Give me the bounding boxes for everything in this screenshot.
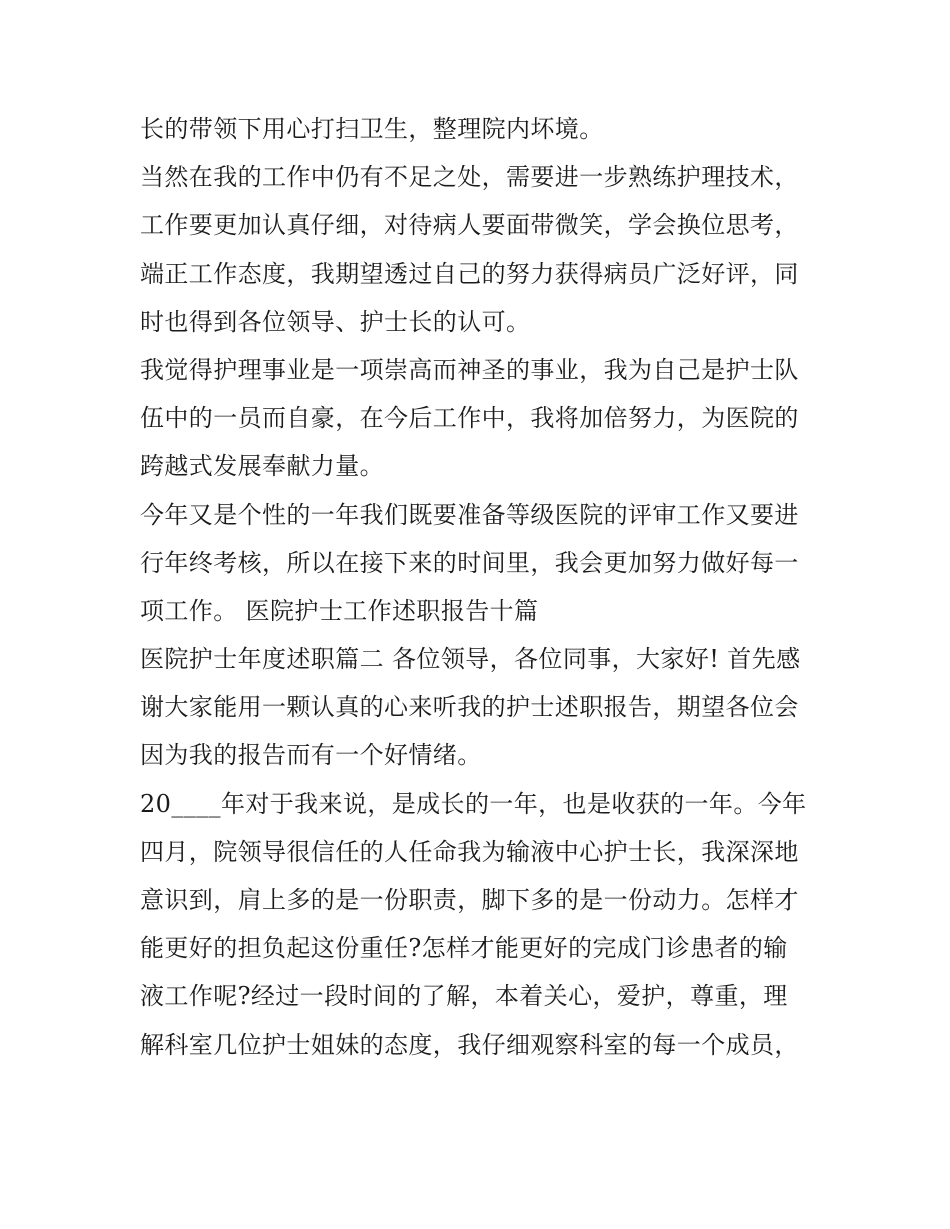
text-line: 跨越式发展奉献力量。 <box>140 452 384 481</box>
text-line: 我觉得护理事业是一项崇高而神圣的事业，我为自己是护士队 <box>140 355 799 384</box>
text-line: 液工作呢?经过一段时间的了解，本着关心，爱护，尊重，理 <box>140 982 788 1011</box>
text-line: 行年终考核，所以在接下来的时间里，我会更加努力做好每一 <box>140 548 799 577</box>
text-line: 20____年对于我来说，是成长的一年，也是收获的一年。今年 <box>140 789 807 818</box>
text-line: 项工作。 医院护士工作述职报告十篇 <box>140 596 539 625</box>
text-line: 解科室几位护士姐妹的态度，我仔细观察科室的每一个成员， <box>140 1030 799 1059</box>
document-body <box>140 105 820 1069</box>
text-line: 端正工作态度，我期望透过自己的努力获得病员广泛好评，同 <box>140 259 799 288</box>
text-line: 医院护士年度述职篇二 各位领导，各位同事，大家好! 首先感 <box>140 645 801 674</box>
text-line: 意识到，肩上多的是一份职责，脚下多的是一份动力。怎样才 <box>140 886 799 914</box>
text-line: 能更好的担负起这份重任?怎样才能更好的完成门诊患者的输 <box>140 934 788 963</box>
text-line: 谢大家能用一颗认真的心来听我的护士述职报告，期望各位会 <box>140 693 799 722</box>
text-line: 长的带领下用心打扫卫生，整理院内坏境。 <box>140 115 604 143</box>
text-line: 时也得到各位领导、护士长的认可。 <box>140 307 531 336</box>
text-line: 伍中的一员而自豪，在今后工作中，我将加倍努力，为医院的 <box>140 404 799 433</box>
text-line: 四月，院领导很信任的人任命我为输液中心护士长，我深深地 <box>140 837 799 866</box>
text-line: 因为我的报告而有一个好情绪。 <box>140 741 482 770</box>
text-line: 今年又是个性的一年我们既要准备等级医院的评审工作又要进 <box>140 500 799 529</box>
text-line: 当然在我的工作中仍有不足之处，需要进一步熟练护理技术， <box>140 163 799 192</box>
text-line: 工作要更加认真仔细，对待病人要面带微笑，学会换位思考， <box>140 211 799 240</box>
